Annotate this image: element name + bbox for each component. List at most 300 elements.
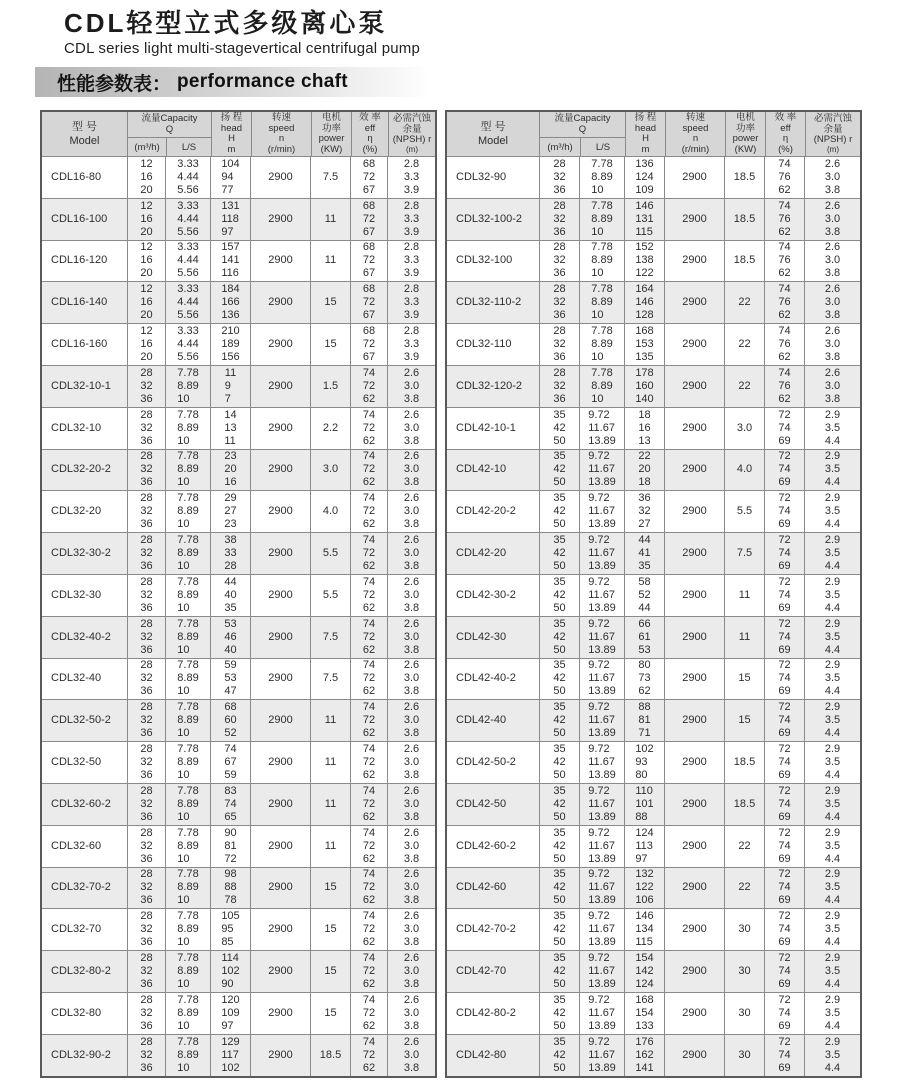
head-stack bbox=[638, 492, 650, 531]
ls-value: 7.78 bbox=[177, 910, 199, 923]
npsh-stack bbox=[404, 743, 419, 782]
m3h-stack bbox=[553, 659, 565, 698]
npsh-cell bbox=[804, 282, 860, 323]
ls-value: 10 bbox=[177, 601, 190, 614]
speed-cell bbox=[664, 617, 724, 658]
eff-value: 72 bbox=[362, 170, 376, 183]
power-cell bbox=[310, 533, 350, 574]
eff-value: 74 bbox=[778, 714, 791, 727]
ls-stack bbox=[177, 241, 198, 280]
model-value: CDL32-80-2 bbox=[51, 965, 111, 978]
header-power-line: 功率 bbox=[735, 122, 755, 134]
ls-stack bbox=[177, 701, 198, 740]
eff-value: 74 bbox=[778, 756, 791, 769]
eff-cell bbox=[350, 1035, 387, 1076]
ls-value: 11.67 bbox=[588, 547, 615, 560]
m3h-value: 36 bbox=[140, 643, 153, 656]
m3h-value: 32 bbox=[140, 756, 153, 769]
m3h-stack bbox=[140, 910, 152, 949]
ls-value: 11.67 bbox=[588, 1048, 615, 1061]
npsh-value: 4.4 bbox=[824, 476, 841, 489]
head-value: 120 bbox=[221, 993, 240, 1006]
header-eff-line: eff bbox=[780, 122, 791, 134]
table-row bbox=[447, 532, 860, 574]
m3h-value: 32 bbox=[140, 672, 153, 685]
ls-cell bbox=[579, 533, 624, 574]
power-value: 11 bbox=[324, 714, 337, 727]
m3h-value: 32 bbox=[140, 923, 153, 936]
power-value: 11 bbox=[324, 797, 337, 810]
npsh-value: 3.8 bbox=[403, 810, 420, 823]
ls-value: 10 bbox=[177, 769, 190, 782]
model-cell bbox=[42, 282, 127, 323]
power-cell bbox=[724, 951, 764, 992]
speed-cell bbox=[664, 408, 724, 449]
table-row bbox=[42, 323, 435, 365]
npsh-stack bbox=[825, 492, 840, 531]
m3h-cell bbox=[127, 491, 165, 532]
m3h-value: 42 bbox=[553, 547, 566, 560]
speed-value: 2900 bbox=[268, 965, 293, 978]
npsh-value: 4.4 bbox=[824, 1019, 841, 1032]
m3h-value: 28 bbox=[140, 743, 153, 756]
npsh-value: 3.5 bbox=[824, 923, 841, 936]
npsh-cell bbox=[387, 700, 435, 741]
m3h-value: 36 bbox=[553, 392, 566, 405]
eff-stack bbox=[363, 659, 375, 698]
header-speed-line: (r/min) bbox=[267, 143, 296, 155]
eff-value: 74 bbox=[778, 797, 791, 810]
eff-value: 74 bbox=[778, 199, 791, 212]
npsh-value: 2.6 bbox=[824, 157, 841, 170]
head-value: 131 bbox=[221, 199, 240, 212]
npsh-cell bbox=[387, 784, 435, 825]
power-value: 11 bbox=[324, 212, 337, 225]
table-row bbox=[447, 658, 860, 700]
m3h-cell bbox=[127, 742, 165, 783]
npsh-stack bbox=[825, 827, 840, 866]
m3h-cell bbox=[539, 575, 579, 616]
npsh-cell bbox=[387, 324, 435, 365]
head-stack bbox=[224, 618, 236, 657]
ls-value: 13.89 bbox=[588, 643, 616, 656]
model-cell bbox=[447, 533, 539, 574]
model-cell bbox=[42, 324, 127, 365]
model-cell bbox=[42, 408, 127, 449]
npsh-value: 4.4 bbox=[824, 727, 841, 740]
m3h-cell bbox=[127, 659, 165, 700]
npsh-value: 3.5 bbox=[824, 421, 841, 434]
model-cell bbox=[42, 617, 127, 658]
header-npsh-line: (NPSH) r bbox=[392, 134, 432, 146]
speed-value: 2900 bbox=[682, 672, 707, 685]
header-unit-ls: L/S bbox=[166, 138, 211, 156]
eff-value: 68 bbox=[362, 241, 376, 254]
header-npsh-line: 余量 bbox=[823, 123, 843, 135]
npsh-stack bbox=[404, 325, 419, 364]
npsh-stack bbox=[404, 283, 419, 322]
head-cell bbox=[624, 826, 664, 867]
head-cell bbox=[624, 993, 664, 1034]
model-value: CDL42-10 bbox=[456, 463, 507, 476]
ls-cell bbox=[579, 826, 624, 867]
m3h-value: 50 bbox=[553, 978, 566, 991]
eff-stack bbox=[778, 576, 790, 615]
page-subtitle: CDL series light multi-stagevertical centrifugal pump bbox=[64, 40, 421, 57]
ls-value: 8.89 bbox=[177, 547, 199, 560]
m3h-value: 50 bbox=[553, 601, 566, 614]
npsh-value: 3.0 bbox=[403, 1006, 420, 1019]
head-value: 142 bbox=[635, 965, 654, 978]
npsh-stack bbox=[825, 701, 840, 740]
speed-cell bbox=[664, 199, 724, 240]
eff-cell bbox=[350, 993, 387, 1034]
eff-value: 62 bbox=[362, 936, 376, 949]
npsh-value: 3.8 bbox=[824, 392, 841, 405]
npsh-value: 3.8 bbox=[403, 894, 420, 907]
m3h-value: 32 bbox=[140, 1048, 153, 1061]
m3h-value: 36 bbox=[140, 769, 153, 782]
power-cell bbox=[310, 491, 350, 532]
ls-value: 3.33 bbox=[177, 241, 199, 254]
npsh-stack bbox=[825, 450, 840, 489]
model-value: CDL32-100-2 bbox=[456, 212, 523, 225]
header-model-line: 型 号 bbox=[71, 121, 98, 133]
eff-value: 69 bbox=[778, 476, 791, 489]
eff-value: 74 bbox=[778, 463, 791, 476]
speed-cell bbox=[250, 742, 310, 783]
ls-value: 7.78 bbox=[177, 1035, 199, 1048]
eff-value: 72 bbox=[778, 1035, 791, 1048]
m3h-cell bbox=[539, 450, 579, 491]
npsh-value: 3.8 bbox=[403, 1019, 420, 1032]
npsh-value: 3.5 bbox=[824, 881, 841, 894]
ls-cell bbox=[579, 157, 624, 198]
eff-value: 69 bbox=[778, 936, 791, 949]
eff-cell bbox=[764, 617, 804, 658]
head-value: 168 bbox=[635, 993, 654, 1006]
header-capacity-title: 流量Capacity bbox=[554, 113, 611, 124]
ls-value: 10 bbox=[177, 727, 190, 740]
npsh-value: 2.9 bbox=[824, 826, 841, 839]
eff-value: 74 bbox=[362, 534, 376, 547]
header-head-line: m bbox=[641, 143, 650, 155]
ls-value: 7.78 bbox=[177, 492, 199, 505]
power-value: 2.2 bbox=[322, 421, 339, 434]
eff-value: 74 bbox=[778, 1048, 791, 1061]
header-capacity-group bbox=[539, 112, 625, 156]
npsh-value: 2.9 bbox=[824, 450, 841, 463]
eff-value: 69 bbox=[778, 769, 791, 782]
head-value: 85 bbox=[221, 936, 234, 949]
npsh-value: 2.6 bbox=[824, 283, 841, 296]
npsh-value: 3.8 bbox=[403, 434, 420, 447]
npsh-value: 2.6 bbox=[403, 910, 420, 923]
eff-value: 74 bbox=[362, 743, 376, 756]
npsh-value: 2.9 bbox=[824, 659, 841, 672]
m3h-cell bbox=[127, 408, 165, 449]
ls-value: 9.72 bbox=[588, 910, 610, 923]
m3h-value: 28 bbox=[140, 784, 153, 797]
eff-stack bbox=[363, 158, 375, 197]
head-value: 16 bbox=[224, 476, 237, 489]
speed-cell bbox=[664, 533, 724, 574]
power-cell bbox=[310, 282, 350, 323]
ls-value: 13.89 bbox=[588, 518, 616, 531]
head-cell bbox=[210, 784, 250, 825]
ls-cell bbox=[579, 700, 624, 741]
m3h-stack bbox=[140, 283, 152, 322]
eff-stack bbox=[363, 367, 375, 406]
npsh-value: 3.3 bbox=[403, 338, 420, 351]
eff-stack bbox=[778, 450, 790, 489]
speed-value: 2900 bbox=[268, 421, 293, 434]
npsh-value: 2.6 bbox=[403, 534, 420, 547]
npsh-value: 3.9 bbox=[403, 309, 420, 322]
eff-cell bbox=[350, 324, 387, 365]
m3h-cell bbox=[127, 575, 165, 616]
model-value: CDL32-90 bbox=[456, 170, 507, 183]
model-cell bbox=[42, 241, 127, 282]
ls-value: 7.78 bbox=[177, 784, 199, 797]
m3h-value: 28 bbox=[553, 366, 566, 379]
ls-stack bbox=[177, 618, 198, 657]
ls-value: 10 bbox=[177, 936, 190, 949]
model-cell bbox=[447, 993, 539, 1034]
npsh-stack bbox=[404, 576, 419, 615]
m3h-value: 28 bbox=[140, 659, 153, 672]
power-value: 7.5 bbox=[322, 630, 339, 643]
ls-value: 7.78 bbox=[177, 366, 199, 379]
speed-cell bbox=[664, 282, 724, 323]
eff-cell bbox=[764, 1035, 804, 1076]
ls-value: 8.89 bbox=[177, 965, 199, 978]
header-unit-ls: L/S bbox=[580, 138, 625, 156]
ls-value: 4.44 bbox=[177, 338, 199, 351]
m3h-stack bbox=[140, 701, 152, 740]
header-npsh-line: (NPSH) r bbox=[813, 134, 853, 146]
m3h-value: 32 bbox=[553, 254, 566, 267]
power-value: 22 bbox=[738, 379, 751, 392]
head-value: 73 bbox=[638, 672, 651, 685]
ls-value: 8.89 bbox=[177, 421, 199, 434]
npsh-value: 3.5 bbox=[824, 505, 841, 518]
head-value: 80 bbox=[638, 659, 651, 672]
npsh-value: 3.5 bbox=[824, 588, 841, 601]
head-value: 44 bbox=[638, 601, 651, 614]
m3h-value: 12 bbox=[140, 157, 153, 170]
head-value: 210 bbox=[221, 325, 240, 338]
ls-value: 13.89 bbox=[588, 601, 616, 614]
model-value: CDL32-110 bbox=[456, 338, 512, 351]
m3h-value: 35 bbox=[553, 659, 566, 672]
ls-value: 9.72 bbox=[588, 784, 610, 797]
speed-value: 2900 bbox=[682, 1006, 707, 1019]
header-eff-line: (%) bbox=[362, 143, 378, 155]
speed-cell bbox=[250, 617, 310, 658]
npsh-cell bbox=[387, 408, 435, 449]
head-cell bbox=[210, 826, 250, 867]
npsh-stack bbox=[404, 827, 419, 866]
eff-value: 74 bbox=[362, 701, 376, 714]
ls-cell bbox=[579, 491, 624, 532]
head-value: 95 bbox=[221, 923, 234, 936]
m3h-stack bbox=[553, 910, 565, 949]
ls-value: 9.72 bbox=[588, 701, 610, 714]
m3h-value: 28 bbox=[140, 575, 153, 588]
model-value: CDL32-20 bbox=[51, 505, 102, 518]
m3h-stack bbox=[553, 367, 565, 406]
head-cell bbox=[210, 951, 250, 992]
m3h-stack bbox=[553, 952, 565, 991]
ls-cell bbox=[165, 617, 210, 658]
eff-stack bbox=[363, 534, 375, 573]
speed-value: 2900 bbox=[268, 505, 293, 518]
eff-cell bbox=[350, 408, 387, 449]
ls-stack bbox=[588, 659, 616, 698]
model-value: CDL32-50-2 bbox=[51, 714, 111, 727]
npsh-value: 3.0 bbox=[824, 338, 841, 351]
eff-value: 62 bbox=[362, 392, 376, 405]
eff-value: 62 bbox=[778, 267, 791, 280]
ls-cell bbox=[165, 157, 210, 198]
head-cell bbox=[210, 742, 250, 783]
header-speed-line: speed bbox=[268, 122, 295, 134]
ls-stack bbox=[591, 283, 612, 322]
npsh-value: 3.9 bbox=[403, 225, 420, 238]
npsh-cell bbox=[387, 993, 435, 1034]
m3h-value: 36 bbox=[140, 434, 153, 447]
npsh-cell bbox=[387, 951, 435, 992]
power-value: 15 bbox=[738, 672, 751, 685]
header-head-line: H bbox=[642, 133, 649, 144]
npsh-value: 4.4 bbox=[824, 560, 841, 573]
ls-value: 8.89 bbox=[177, 797, 199, 810]
ls-value: 10 bbox=[177, 560, 190, 573]
eff-value: 74 bbox=[778, 672, 791, 685]
head-stack bbox=[224, 576, 236, 615]
eff-stack bbox=[363, 283, 375, 322]
npsh-stack bbox=[825, 785, 840, 824]
head-value: 81 bbox=[224, 839, 237, 852]
m3h-value: 42 bbox=[553, 839, 566, 852]
power-value: 4.0 bbox=[322, 505, 339, 518]
power-cell bbox=[724, 533, 764, 574]
power-value: 15 bbox=[738, 714, 751, 727]
ls-value: 3.33 bbox=[177, 283, 199, 296]
head-stack bbox=[224, 492, 236, 531]
m3h-cell bbox=[539, 199, 579, 240]
ls-value: 4.44 bbox=[177, 254, 199, 267]
power-value: 5.5 bbox=[322, 547, 339, 560]
model-value: CDL42-70-2 bbox=[456, 923, 516, 936]
model-value: CDL42-50-2 bbox=[456, 756, 516, 769]
m3h-stack bbox=[140, 1036, 152, 1075]
npsh-value: 3.5 bbox=[824, 1048, 841, 1061]
head-value: 140 bbox=[635, 392, 654, 405]
model-value: CDL42-70 bbox=[456, 965, 507, 978]
npsh-value: 2.6 bbox=[403, 617, 420, 630]
ls-value: 9.72 bbox=[588, 868, 610, 881]
eff-value: 72 bbox=[362, 714, 376, 727]
speed-value: 2900 bbox=[268, 797, 293, 810]
ls-cell bbox=[165, 324, 210, 365]
model-cell bbox=[42, 909, 127, 950]
model-cell bbox=[447, 742, 539, 783]
header-power-line: (KW) bbox=[320, 143, 343, 155]
eff-cell bbox=[764, 993, 804, 1034]
npsh-value: 3.8 bbox=[403, 560, 420, 573]
table-row bbox=[42, 992, 435, 1034]
m3h-value: 12 bbox=[140, 199, 153, 212]
ls-stack bbox=[588, 1036, 616, 1075]
npsh-stack bbox=[404, 868, 419, 907]
m3h-value: 28 bbox=[140, 617, 153, 630]
table-row bbox=[447, 908, 860, 950]
eff-cell bbox=[764, 324, 804, 365]
speed-cell bbox=[664, 951, 724, 992]
table-row bbox=[42, 198, 435, 240]
eff-value: 62 bbox=[362, 1019, 376, 1032]
head-stack bbox=[224, 450, 236, 489]
ls-value: 9.72 bbox=[588, 659, 610, 672]
head-cell bbox=[624, 533, 664, 574]
m3h-value: 32 bbox=[140, 881, 153, 894]
speed-cell bbox=[250, 951, 310, 992]
npsh-value: 2.9 bbox=[824, 1035, 841, 1048]
npsh-stack bbox=[825, 868, 840, 907]
eff-value: 72 bbox=[362, 756, 376, 769]
npsh-value: 2.8 bbox=[403, 157, 420, 170]
model-value: CDL42-30-2 bbox=[456, 588, 516, 601]
speed-value: 2900 bbox=[682, 254, 707, 267]
m3h-value: 50 bbox=[553, 560, 566, 573]
head-value: 94 bbox=[221, 170, 234, 183]
m3h-stack bbox=[553, 241, 565, 280]
npsh-cell bbox=[804, 366, 860, 407]
m3h-value: 35 bbox=[553, 952, 566, 965]
head-cell bbox=[210, 199, 250, 240]
m3h-value: 32 bbox=[553, 338, 566, 351]
ls-value: 8.89 bbox=[177, 505, 199, 518]
m3h-cell bbox=[127, 700, 165, 741]
ls-cell bbox=[579, 993, 624, 1034]
m3h-value: 42 bbox=[553, 881, 566, 894]
model-value: CDL32-40 bbox=[51, 672, 102, 685]
header-unit-m3h: (m³/h) bbox=[547, 141, 573, 153]
head-value: 81 bbox=[638, 714, 651, 727]
header-power-line: (KW) bbox=[734, 143, 757, 155]
speed-value: 2900 bbox=[268, 714, 293, 727]
head-value: 117 bbox=[221, 1048, 239, 1061]
eff-value: 72 bbox=[778, 450, 791, 463]
speed-value: 2900 bbox=[268, 881, 293, 894]
eff-value: 72 bbox=[362, 379, 376, 392]
m3h-value: 36 bbox=[140, 852, 153, 865]
npsh-cell bbox=[804, 868, 860, 909]
npsh-value: 4.4 bbox=[824, 978, 841, 991]
model-cell bbox=[42, 575, 127, 616]
table-row bbox=[447, 616, 860, 658]
ls-stack bbox=[588, 910, 616, 949]
m3h-value: 28 bbox=[553, 157, 566, 170]
m3h-value: 42 bbox=[553, 421, 566, 434]
eff-value: 74 bbox=[362, 492, 376, 505]
npsh-value: 3.5 bbox=[824, 797, 841, 810]
power-cell bbox=[310, 366, 350, 407]
eff-value: 72 bbox=[778, 534, 791, 547]
npsh-stack bbox=[404, 492, 419, 531]
